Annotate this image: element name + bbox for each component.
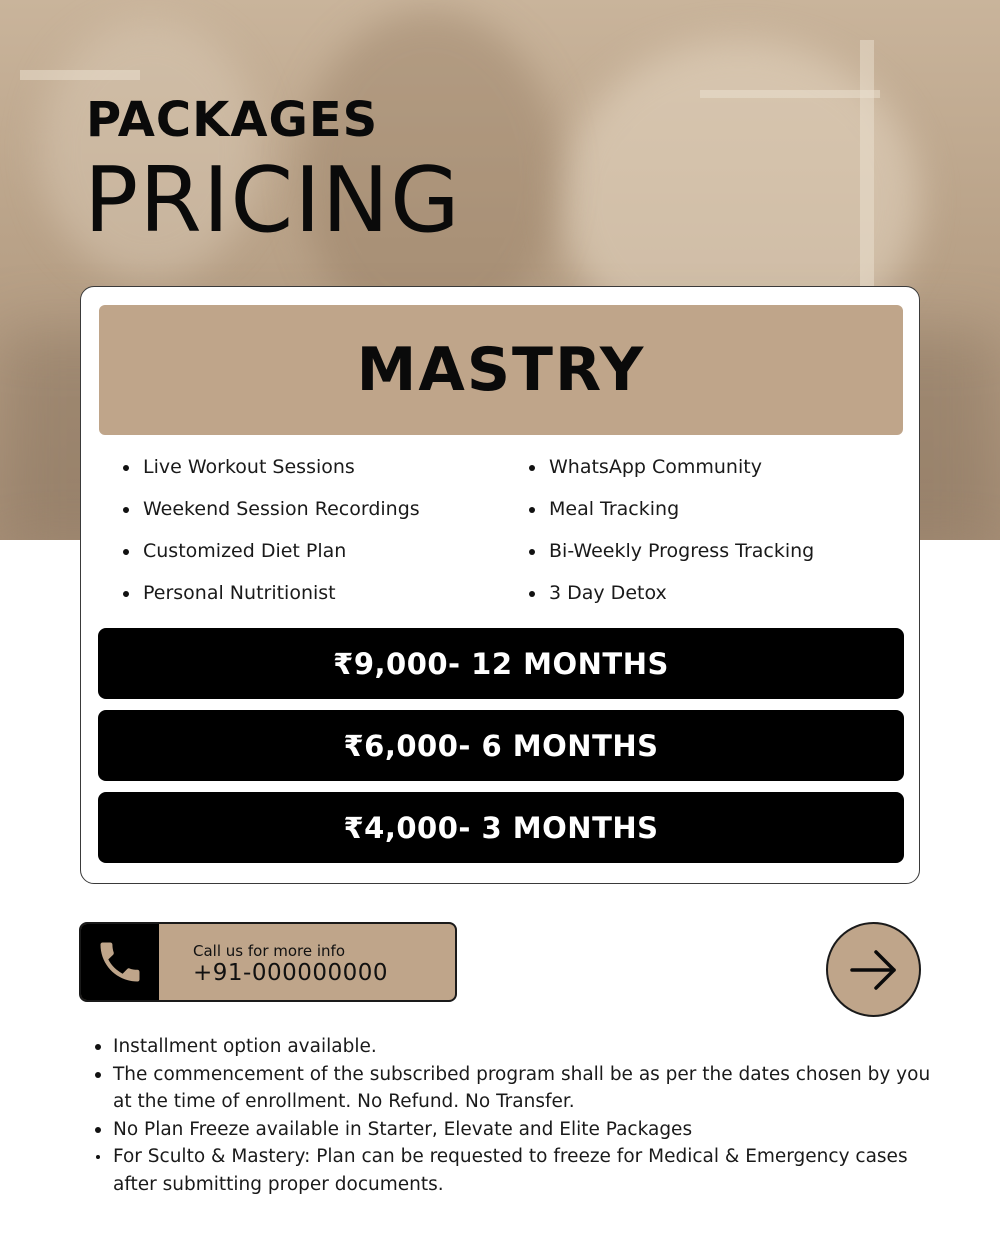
phone-number[interactable]: +91-000000000 — [193, 960, 389, 986]
plan-name: MASTRY — [356, 335, 646, 405]
header-packages: PACKAGES — [86, 92, 379, 148]
call-label: Call us for more info — [193, 942, 346, 960]
next-arrow-button[interactable] — [826, 922, 921, 1017]
note-item: Installment option available. — [95, 1033, 935, 1061]
terms-notes-list — [95, 1033, 935, 1198]
header-pricing: PRICING — [84, 148, 461, 253]
pricing-card — [80, 286, 920, 884]
hero-equipment-bar — [20, 70, 140, 80]
note-item: No Plan Freeze available in Starter, Elevate and Elite Packages — [95, 1116, 935, 1144]
call-info-box[interactable] — [79, 922, 457, 1002]
feature-item: Weekend Session Recordings — [123, 495, 420, 537]
feature-item: Meal Tracking — [529, 495, 814, 537]
feature-item: Live Workout Sessions — [123, 453, 420, 495]
feature-item: Customized Diet Plan — [123, 537, 420, 579]
note-item: The commencement of the subscribed program shall be as per the dates chosen by you at the time of enrollment. No Refund. No Transfer. — [95, 1061, 935, 1116]
price-option-6-months[interactable]: ₹6,000- 6 MONTHS — [98, 710, 904, 781]
phone-icon — [81, 924, 159, 1000]
feature-item: Bi-Weekly Progress Tracking — [529, 537, 814, 579]
feature-item: Personal Nutritionist — [123, 579, 420, 621]
feature-list-right — [529, 453, 814, 621]
feature-item: WhatsApp Community — [529, 453, 814, 495]
hero-equipment-bar — [700, 90, 880, 98]
price-option-3-months[interactable]: ₹4,000- 3 MONTHS — [98, 792, 904, 863]
arrow-right-icon — [844, 940, 904, 1000]
hero-equipment-bar — [860, 40, 874, 300]
feature-item: 3 Day Detox — [529, 579, 814, 621]
price-option-12-months[interactable]: ₹9,000- 12 MONTHS — [98, 628, 904, 699]
note-item: For Sculto & Mastery: Plan can be requested to freeze for Medical & Emergency cases after submitting proper documents. — [95, 1143, 935, 1198]
plan-name-banner — [99, 305, 903, 435]
feature-list-left — [123, 453, 420, 621]
